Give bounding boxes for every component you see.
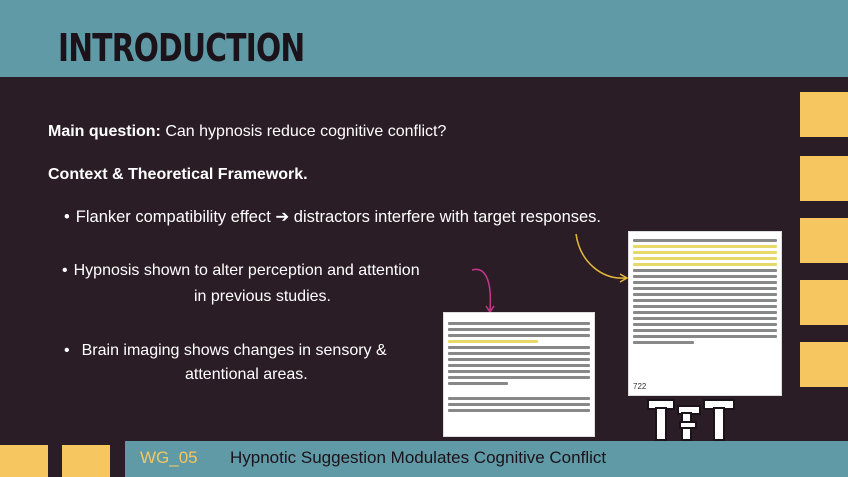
- decor-square: [800, 218, 848, 263]
- decor-square: [800, 280, 848, 325]
- bullet-text: Hypnosis shown to alter perception and attention: [73, 262, 420, 279]
- paper-page-number: 722: [633, 382, 647, 391]
- main-question-text: Can hypnosis reduce cognitive conflict?: [165, 123, 447, 140]
- bullet-icon: •: [62, 262, 68, 279]
- paper-excerpt-left: [444, 313, 594, 436]
- decor-square: [0, 445, 48, 477]
- slide-title: INTRODUCTION: [58, 26, 305, 70]
- decor-square: [800, 156, 848, 201]
- bullet-item: [64, 342, 387, 360]
- bullet-icon: •: [64, 342, 70, 359]
- bullet-item: [62, 262, 420, 280]
- decor-square: [800, 342, 848, 387]
- main-question: [48, 123, 446, 141]
- decor-square: [800, 92, 848, 137]
- arrow-icon: [572, 232, 632, 287]
- bullet-text: Flanker compatibility effect ➔ distractors interfere with target responses.: [75, 208, 602, 226]
- bullet-text-continued: attentional areas.: [185, 366, 308, 383]
- team-logo: [644, 396, 739, 444]
- footer-title: Hypnotic Suggestion Modulates Cognitive Conflict: [230, 448, 607, 467]
- bullet-text-continued: in previous studies.: [194, 288, 331, 305]
- bullet-icon: •: [64, 208, 70, 226]
- bullet-text: Brain imaging shows changes in sensory &: [81, 342, 387, 359]
- main-question-label: Main question:: [48, 123, 161, 140]
- paper-excerpt-right: [629, 232, 781, 395]
- decor-square: [62, 445, 110, 477]
- context-heading: Context & Theoretical Framework.: [48, 166, 308, 183]
- bullet-item: [64, 207, 601, 227]
- footer-code: WG_05: [140, 448, 198, 467]
